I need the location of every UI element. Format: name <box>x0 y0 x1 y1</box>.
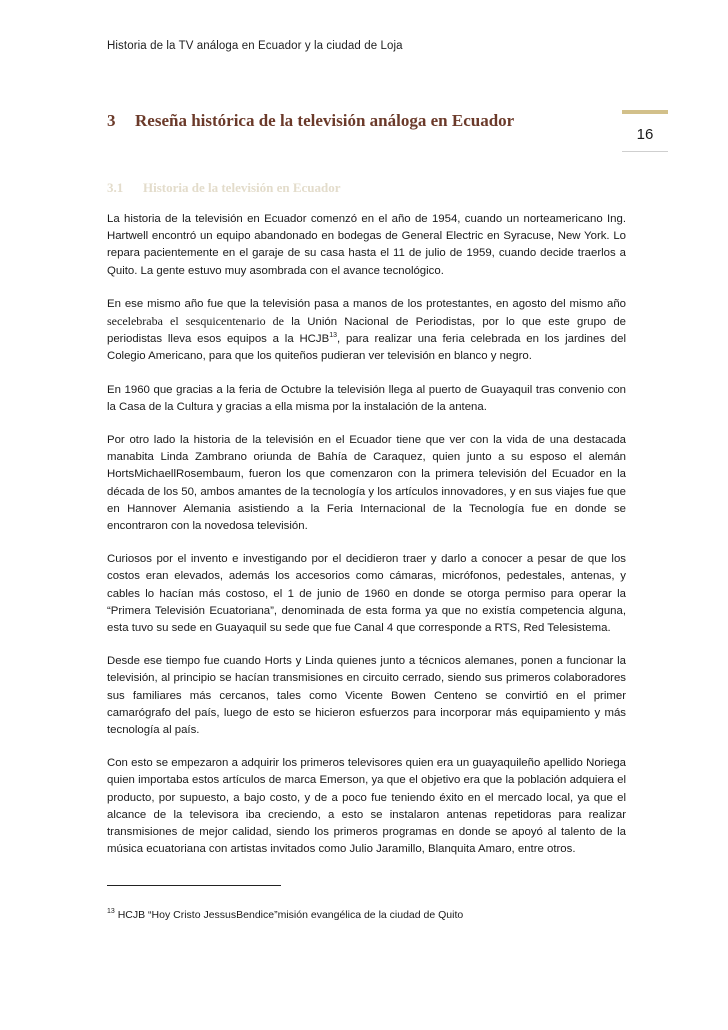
chapter-heading <box>107 111 514 131</box>
footnote-reference[interactable]: 13 <box>329 332 337 340</box>
paragraph-4: Por otro lado la historia de la televisión en el Ecuador tiene que ver con la vida de una destacada manabita Linda Zambrano oriunda de Bahía de Caraquez, quien junto a su esposo el alemán HortsMichaellRosembaum, fueron los que comenzaron con la primera televisión del Ecuador en la década de los 50, ambos amantes de la tecnología y los artículos innovadores, y en sus viajes fue que en Hannover Alemania asistiendo a la Feria Internacional de la Tecnología fue en donde se encontraron con la novedosa televisión. <box>107 434 626 533</box>
chapter-title: Reseña histórica de la televisión análoga en Ecuador <box>135 111 515 130</box>
paragraph-2 <box>107 296 626 366</box>
footnote-separator <box>107 885 281 886</box>
chapter-number: 3 <box>107 111 116 130</box>
footnote-text: HCJB “Hoy Cristo JessusBendice”misión evangélica de la ciudad de Quito <box>114 909 464 921</box>
section-number: 3.1 <box>107 180 124 195</box>
paragraph-2-part-c: la Unión Nacional de Periodistas, por lo que este grupo de periodistas lleva esos equipos a la HCJB <box>107 316 626 346</box>
body-text <box>107 211 626 875</box>
footnote <box>107 909 463 921</box>
page-number: 16 <box>622 110 668 152</box>
paragraph-7: Con esto se empezaron a adquirir los primeros televisores quien era un guayaquileño apellido Noriega quien importaba estos artículos de marca Emerson, ya que el objetivo era que la población adquiera el producto, por supuesto, a bajo costo, y de a poco fue teniendo éxito en el mercado local, ya que el alcance de la televisora iba creciendo, a esto se instalaron antenas repetidoras para realizar transmisiones de mejor calidad, siendo los primeros programas en donde se apoyó al talento de la música ecuatoriana con artistas invitados como Julio Jaramillo, Blanquita Amaro, entre otros. <box>107 757 626 856</box>
paragraph-1: La historia de la televisión en Ecuador comenzó en el año de 1954, cuando un norteamericano Ing. Hartwell encontró un equipo abandonado en bodegas de General Electric en Syracuse, New York. Lo repara pacientemente en el garaje de su casa hasta el 11 de julio de 1959, cuando decide traerlos a Quito. La gente estuvo muy asombrada con el avance tecnológico. <box>107 213 626 277</box>
running-header: Historia de la TV análoga en Ecuador y la ciudad de Loja <box>107 40 403 52</box>
paragraph-2-part-a: En ese mismo año fue que la televisión pasa a manos de los protestantes, en agosto del mismo año <box>107 297 626 310</box>
paragraph-2-serif-span: secelebraba el sesquicentenario de <box>107 314 285 329</box>
paragraph-5: Curiosos por el invento e investigando por el decidieron traer y darlo a conocer a pesar de que los costos eran elevados, además los accesorios como cámaras, micrófonos, pedestales, antenas, y cables lo hacían más costoso, el 1 de junio de 1960 en donde se otorga permiso para operar la “Primera Televisión Ecuatoriana”, denominada de esta forma ya que no existía competencia alguna, esta tuvo su sede en Guayaquil su sede que fue Canal 4 que corresponde a RTS, Red Telesistema. <box>107 553 626 635</box>
paragraph-3: En 1960 que gracias a la feria de Octubre la televisión llega al puerto de Guayaquil tras convenio con la Casa de la Cultura y gracias a ella misma por la instalación de la antena. <box>107 383 626 413</box>
section-title: Historia de la televisión en Ecuador <box>143 180 341 195</box>
paragraph-2-part-d: , para realizar una feria celebrada en los jardines del Colegio Americano, para que los quiteños pudieran ver televisión en blanco y negro. <box>107 333 626 363</box>
footnote-number: 13 <box>107 908 115 915</box>
paragraph-6: Desde ese tiempo fue cuando Horts y Linda quienes junto a técnicos alemanes, ponen a funcionar la televisión, al principio se hacían transmisiones en circuito cerrado, siendo sus primeros colaboradores sus familiares más cercanos, tales como Vicente Bowen Centeno se convirtió en el primer camarógrafo del país, luego de esto se hicieron esfuerzos para incorporar más equipamiento y más tecnología al país. <box>107 655 626 737</box>
section-heading <box>107 180 341 196</box>
